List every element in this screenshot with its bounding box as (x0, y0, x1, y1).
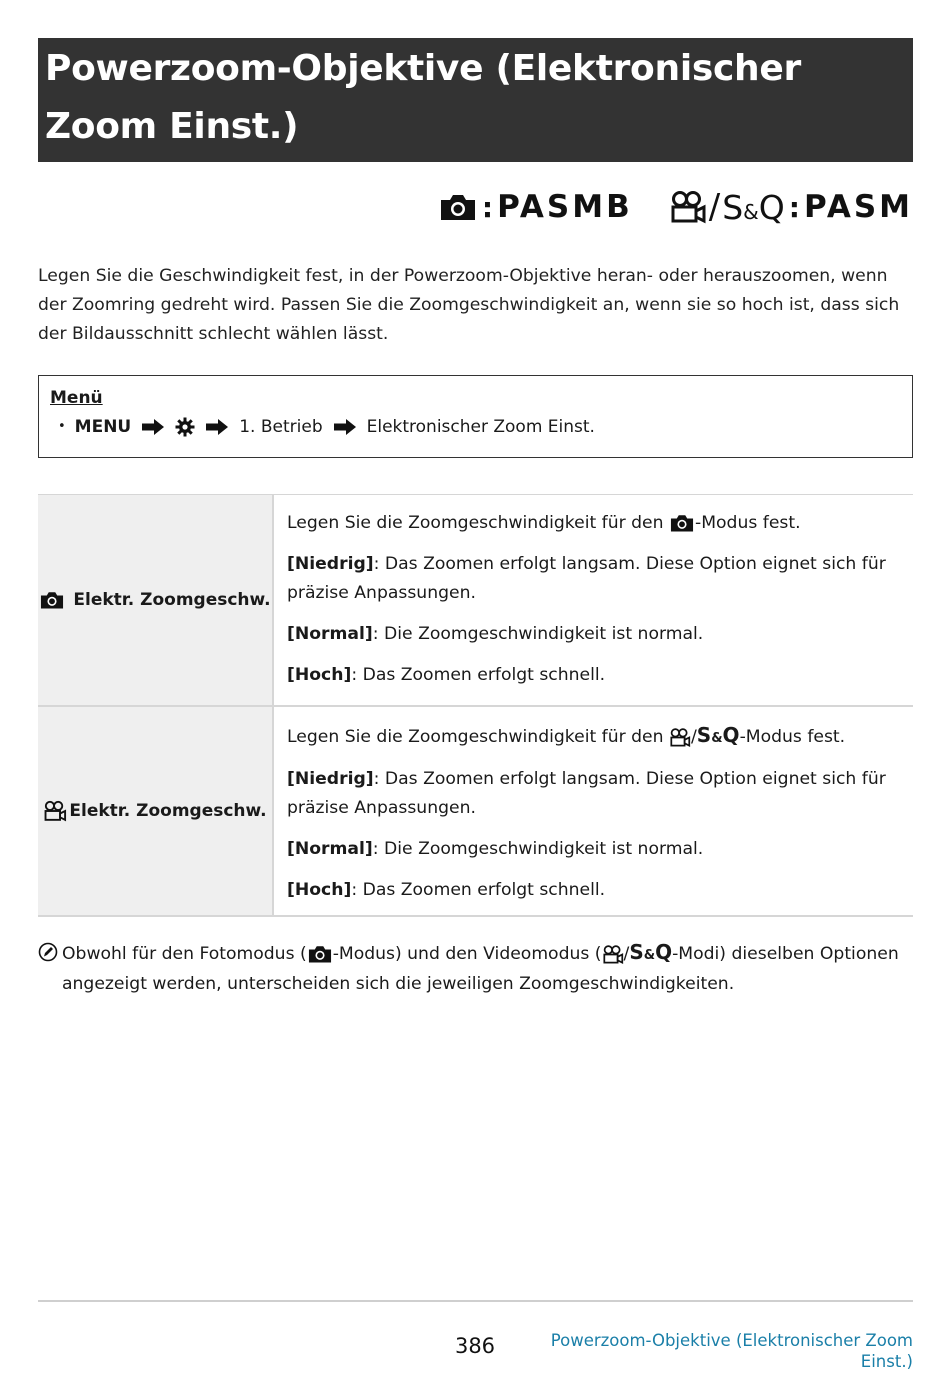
menu-label: MENU (74, 417, 132, 437)
page-number: 386 (454, 1334, 496, 1358)
sq-label: S&Q (629, 940, 673, 964)
row-label: Elektr. Zoomgeschw. (38, 707, 274, 915)
gear-icon (175, 417, 195, 437)
arrow-right-icon (333, 418, 357, 436)
sq-label: S&Q (722, 187, 785, 227)
footer-divider (38, 1300, 913, 1302)
page-title: Powerzoom-Objektive (Elektronischer Zoom Einst.) (45, 48, 801, 147)
option-hoch: [Hoch]: Das Zoomen erfolgt schnell. (287, 665, 606, 685)
footer-section-link[interactable]: Powerzoom-Objektive (Elektronischer Zoom Einst.) (550, 1331, 913, 1371)
camera-icon (39, 590, 65, 610)
option-niedrig: [Niedrig]: Das Zoomen erfolgt langsam. Diese Option eignet sich für präzise Anpassungen. (287, 554, 886, 603)
bullet: • (58, 419, 66, 434)
camera-icon (669, 513, 695, 533)
camera-icon (307, 944, 333, 964)
mode-indicators (438, 186, 913, 228)
movie-camera-icon (669, 190, 707, 224)
mode-colon: : (481, 190, 494, 224)
menu-step-2: Elektronischer Zoom Einst. (366, 417, 595, 437)
menu-heading: Menü (50, 388, 103, 408)
photo-modes: PASMB (497, 189, 633, 225)
menu-path (50, 412, 912, 442)
movie-modes: PASM (803, 189, 913, 225)
option-niedrig: [Niedrig]: Das Zoomen erfolgt langsam. Diese Option eignet sich für präzise Anpassungen. (287, 769, 886, 818)
row-intro: Legen Sie die Zoomgeschwindigkeit für den /S&Q-Modus fest. (287, 723, 846, 747)
sq-label: S&Q (696, 723, 740, 747)
settings-table (38, 494, 913, 917)
menu-box (38, 375, 913, 458)
row-description (274, 707, 913, 915)
mode-separator: / (708, 187, 721, 227)
intro-text: Legen Sie die Geschwindigkeit fest, in der Powerzoom-Objektive heran- oder herauszoomen, wenn der Zoomring gedreht wird. Passen Sie die Zoomgeschwindigkeit an, wenn sie so hoch ist, dass sich der Bildausschnitt schlecht wählen lässt. (38, 266, 900, 344)
note-pencil-icon (38, 942, 58, 962)
row-description (274, 495, 913, 705)
menu-step-1: 1. Betrieb (239, 417, 323, 437)
row-intro: Legen Sie die Zoomgeschwindigkeit für den -Modus fest. (287, 513, 801, 533)
movie-camera-icon (602, 944, 624, 965)
option-normal: [Normal]: Die Zoomgeschwindigkeit ist normal. (287, 839, 704, 859)
note-text: Obwohl für den Fotomodus ( -Modus) und den Videomodus ( /S&Q-Modi) dieselben Optionen angezeigt werden, unterscheiden sich die jeweiligen Zoomgeschwindigkeiten. (62, 940, 899, 994)
table-row (38, 495, 913, 707)
option-normal: [Normal]: Die Zoomgeschwindigkeit ist normal. (287, 624, 704, 644)
arrow-right-icon (205, 418, 229, 436)
movie-camera-icon (669, 727, 691, 748)
note (38, 938, 913, 999)
mode-colon-2: : (788, 190, 800, 224)
arrow-right-icon (141, 418, 165, 436)
row-label: Elektr. Zoomgeschw. (38, 495, 274, 705)
table-row (38, 707, 913, 917)
option-hoch: [Hoch]: Das Zoomen erfolgt schnell. (287, 880, 606, 900)
camera-icon (438, 192, 478, 222)
movie-camera-icon (43, 800, 67, 822)
title-bar (38, 38, 913, 162)
